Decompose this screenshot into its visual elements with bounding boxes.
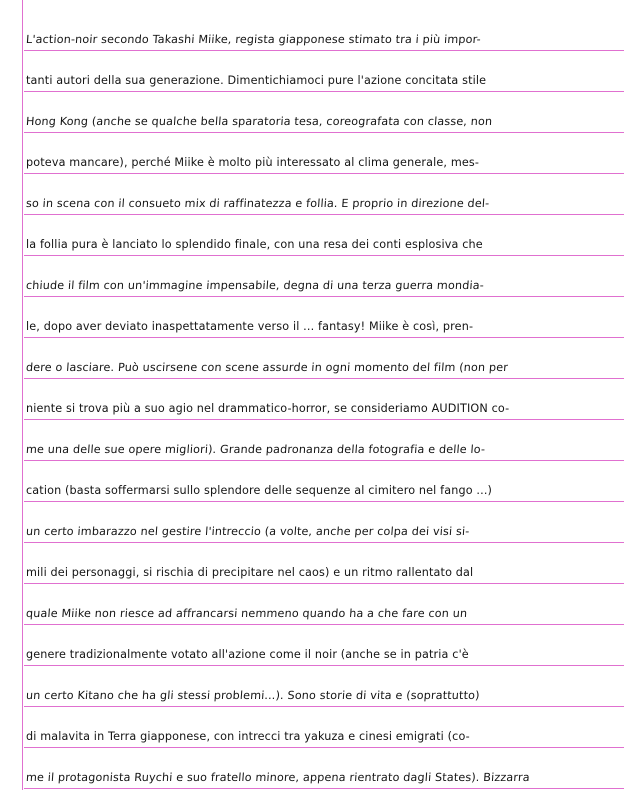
line-text: me una delle sue opere migliori). Grande padronanza della fotografia e delle lo- [25, 443, 486, 456]
text-line [24, 668, 624, 707]
line-text: di malavita in Terra giapponese, con intrecci tra yakuza e cinesi emigrati (co- [26, 730, 470, 743]
text-line [24, 12, 624, 51]
text-line [24, 299, 624, 338]
text-line [24, 586, 624, 625]
text-line [24, 504, 624, 543]
line-text: mili dei personaggi, si rischia di precipitare nel caos) e un ritmo rallentato dal [26, 566, 474, 579]
line-text: cation (basta soffermarsi sullo splendore delle sequenze al cimitero nel fango ...) [26, 484, 493, 497]
text-line [24, 340, 624, 379]
text-line [24, 422, 624, 461]
line-text: so in scena con il consueto mix di raffinatezza e follia. E proprio in direzione del- [25, 197, 490, 210]
line-text: me il protagonista Ruychi e suo fratello minore, appena rientrato dagli States). Bizzarra [25, 771, 531, 784]
line-text: Hong Kong (anche se qualche bella sparatoria tesa, coreografata con classe, non [25, 115, 493, 128]
text-line [24, 258, 624, 297]
text-line [24, 94, 624, 133]
text-line [24, 463, 624, 502]
line-text: niente si trova più a suo agio nel drammatico-horror, se consideriamo AUDITION co- [26, 402, 510, 415]
text-line [24, 381, 624, 420]
text-line [24, 135, 624, 174]
text-line [24, 709, 624, 748]
line-text: un certo imbarazzo nel gestire l'intreccio (a volte, anche per colpa dei visi si- [25, 525, 470, 538]
text-line [24, 545, 624, 584]
text-line [24, 750, 624, 789]
text-line [24, 176, 624, 215]
line-text: quale Miike non riesce ad affrancarsi nemmeno quando ha a che fare con un [25, 607, 468, 620]
line-text: L'action-noir secondo Takashi Miike, regista giapponese stimato tra i più impor- [25, 33, 482, 46]
text-line [24, 627, 624, 666]
line-text: poteva mancare), perché Miike è molto più interessato al clima generale, mes- [26, 156, 480, 169]
line-text: la follia pura è lanciato lo splendido finale, con una resa dei conti esplosiva che [26, 238, 483, 251]
line-text: dere o lasciare. Può uscirsene con scene assurde in ogni momento del film (non per [25, 361, 509, 374]
line-text: genere tradizionalmente votato all'azione come il noir (anche se in patria c'è [26, 648, 469, 661]
line-text: le, dopo aver deviato inaspettatamente verso il ... fantasy! Miike è così, pren- [26, 320, 474, 333]
text-line [24, 217, 624, 256]
line-text: chiude il film con un'immagine impensabile, degna di una terza guerra mondia- [25, 279, 485, 292]
line-text: un certo Kitano che ha gli stessi problemi...). Sono storie di vita e (soprattutto) [25, 689, 481, 702]
line-text: tanti autori della sua generazione. Dimentichiamoci pure l'azione concitata stile [26, 74, 487, 87]
text-line [24, 53, 624, 92]
